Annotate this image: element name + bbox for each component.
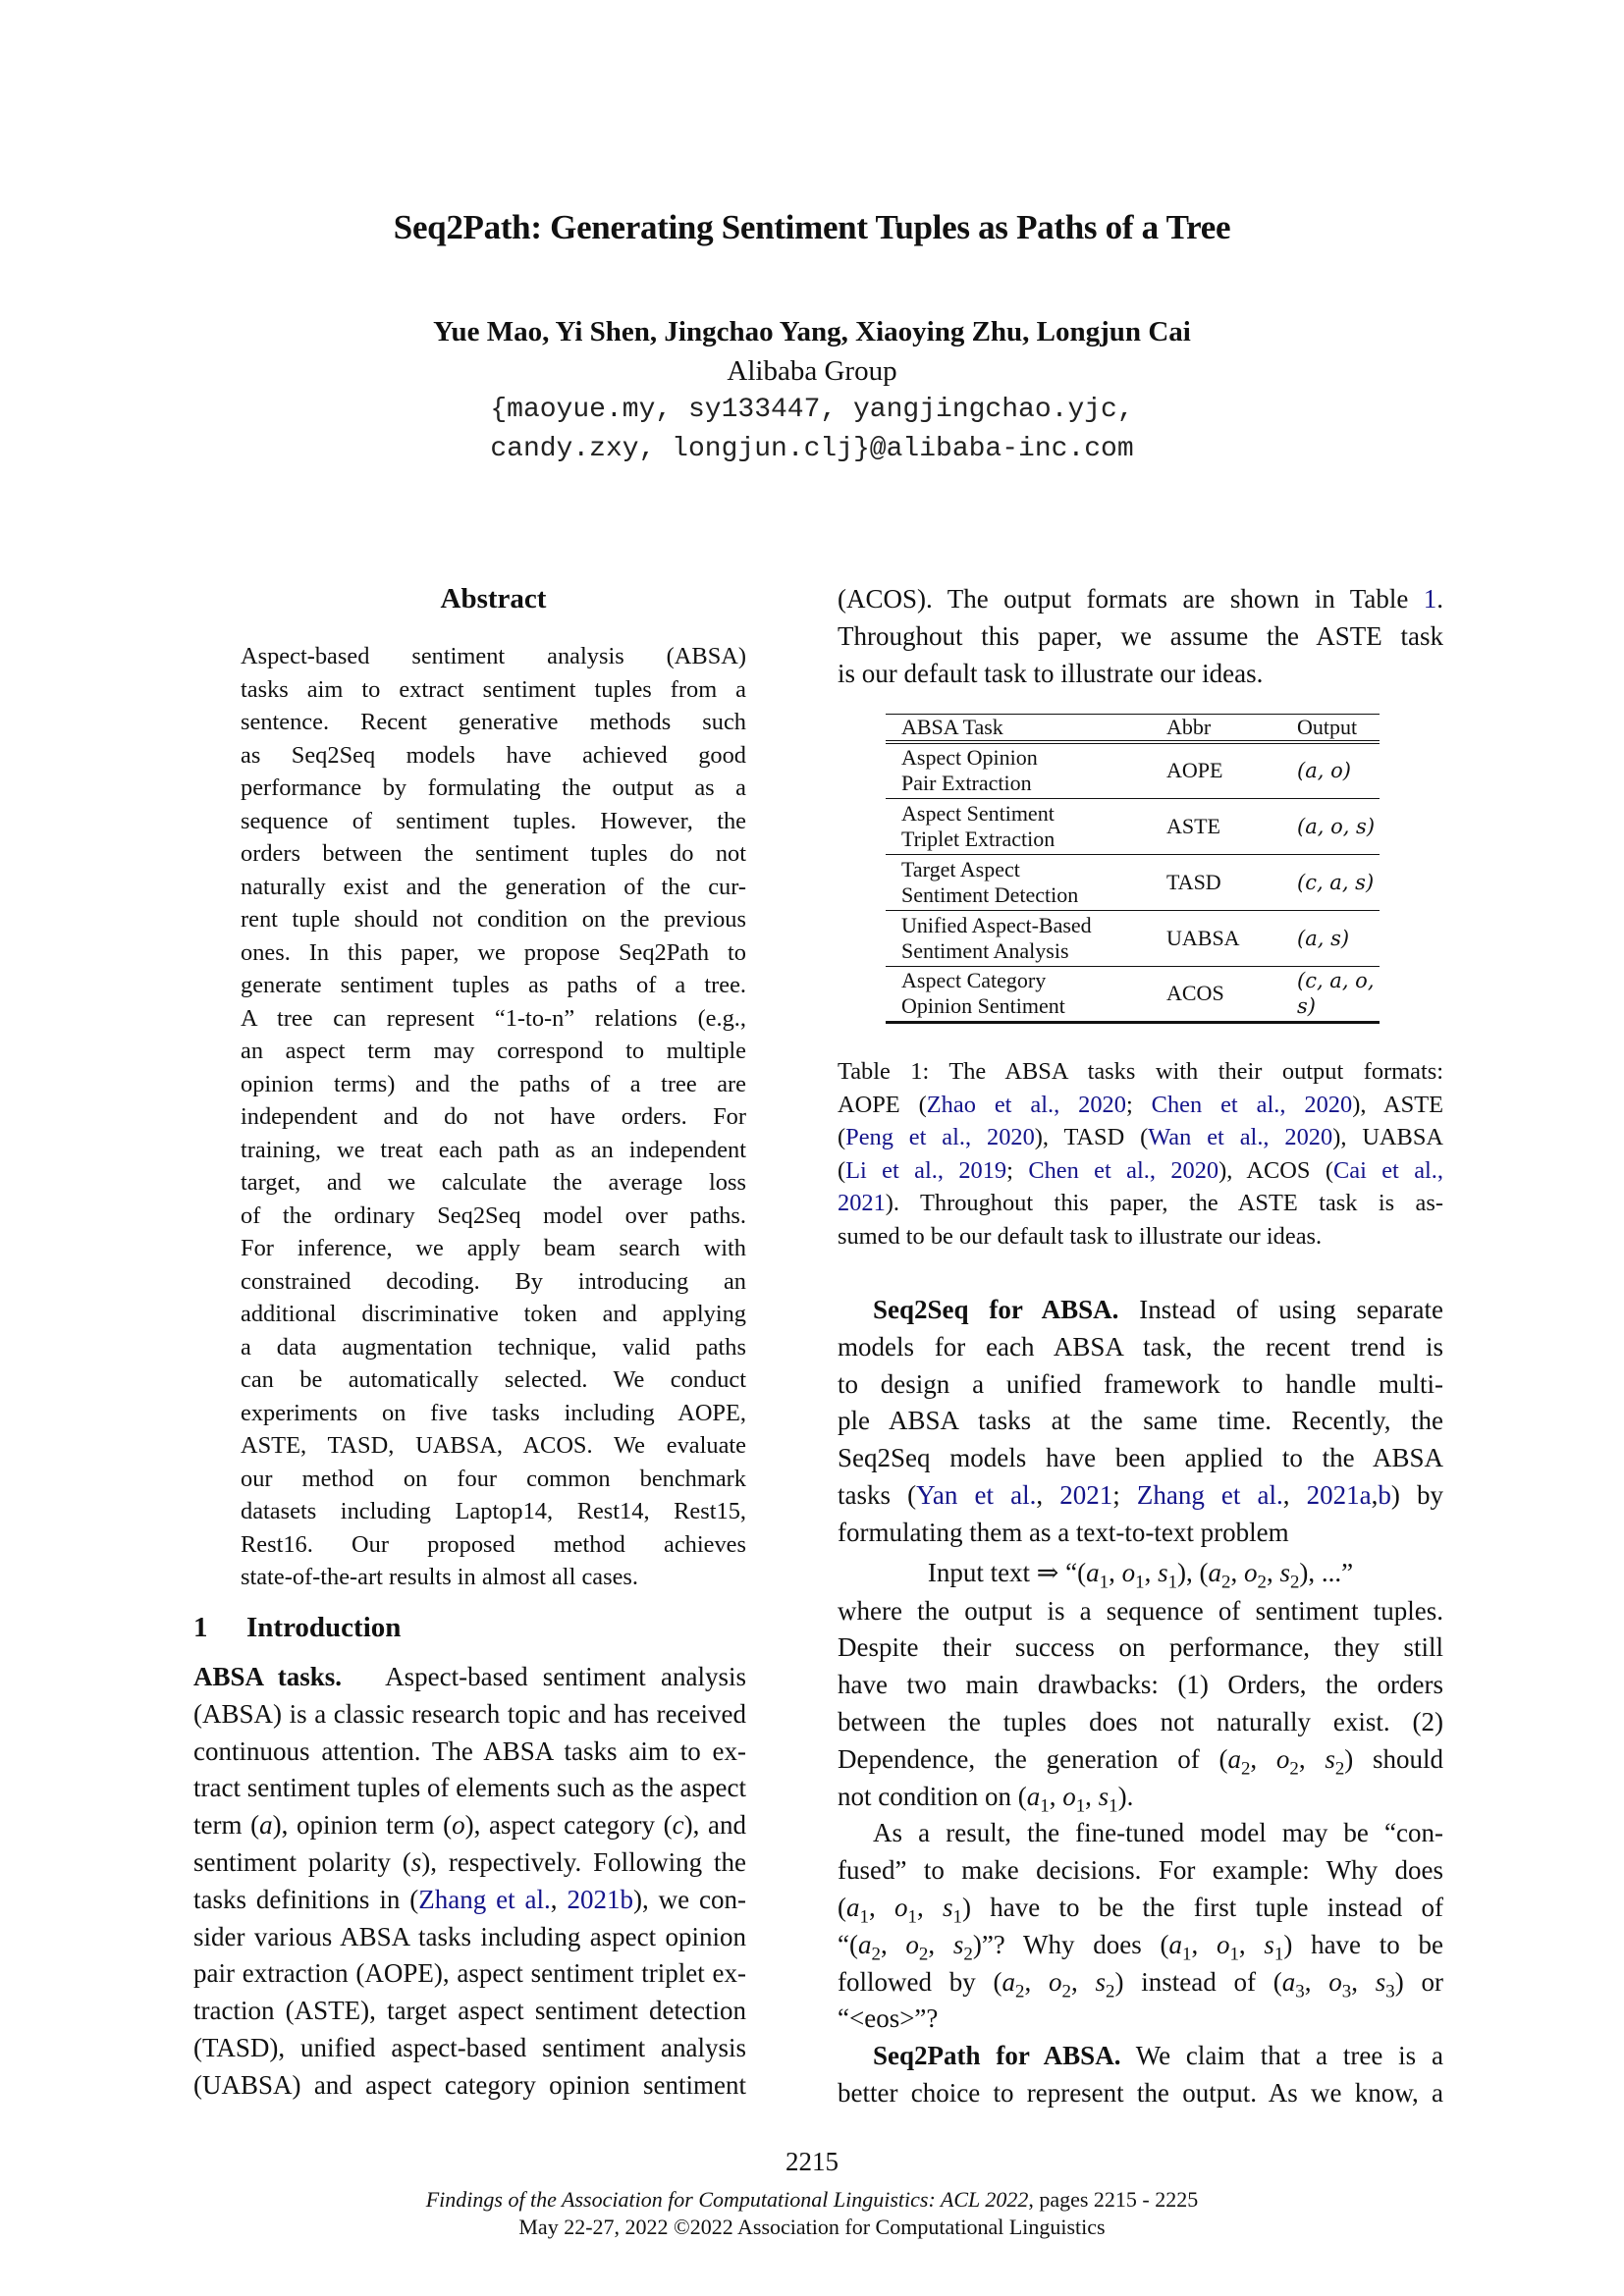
text-span: . (1126, 1781, 1134, 1811)
task-name-line: Opinion Sentiment (901, 993, 1065, 1018)
text-line: ones. In this paper, we propose Seq2Path to (241, 938, 746, 966)
text-line: opinion terms) and the paths of a tree are (241, 1070, 746, 1097)
text-span: Input text ⇒ “ (927, 1557, 1078, 1587)
math-var: c (672, 1810, 684, 1841)
citation-link[interactable]: 2021b (567, 1884, 633, 1914)
text-line: target, and we calculate the average loss (241, 1169, 746, 1196)
text-line: experiments on five tasks including AOPE, (241, 1399, 746, 1426)
math-var: a (259, 1810, 273, 1841)
math-tuple: ($a_2$, $o_2$, $s_2$) (993, 1966, 1124, 2002)
text-line: rent tuple should not condition on the previous (241, 906, 746, 933)
section-heading-introduction (193, 1612, 401, 1644)
page-range: , pages 2215 - 2225 (1028, 2187, 1199, 2212)
text-line: Despite their success on performance, they still (838, 1632, 1443, 1663)
abbr-cell: ACOS (1166, 981, 1224, 1005)
text-line: is our default task to illustrate our ideas. (838, 658, 1264, 688)
text-line (838, 1890, 1443, 1927)
text-span: ), ASTE (1352, 1091, 1444, 1118)
text-span: ), UABSA (1332, 1124, 1443, 1150)
citation-link[interactable]: Zhao et al., 2020 (926, 1091, 1126, 1118)
text-line (193, 1844, 746, 1882)
text-line: formulating them as a text-to-text problem (838, 1517, 1289, 1547)
text-line: state-of-the-art results in almost all cases. (241, 1564, 639, 1590)
citation-link[interactable]: b (1378, 1479, 1391, 1510)
paragraph-lead: ABSA tasks. (193, 1662, 343, 1691)
absa-task-table (886, 714, 1380, 1024)
text-line (838, 1779, 1443, 1816)
text-span: ), TASD ( (1034, 1124, 1149, 1150)
right-column-body (838, 1292, 1443, 2112)
text-span: , (1282, 1479, 1307, 1510)
abbr-cell: ASTE (1166, 813, 1220, 838)
paragraph-lead: Seq2Path for ABSA. (873, 2041, 1121, 2071)
text-line: sentence. Recent generative methods such (241, 709, 746, 735)
text-span: (ACOS). The output formats are shown in Table (838, 584, 1424, 614)
text-span: . (1436, 584, 1443, 614)
table-reference-link[interactable]: 1 (1423, 584, 1437, 614)
math-tuple: ($a_2$, $o_2$, $s_2$) (1218, 1743, 1354, 1780)
paragraph-lead: Seq2Seq for ABSA. (873, 1295, 1119, 1324)
math-var: o (452, 1810, 465, 1841)
task-name-line: Target Aspect (901, 856, 1020, 881)
text-line: Throughout this paper, we assume the ASTE task (838, 620, 1443, 651)
text-line: continuous attention. The ABSA tasks aim to ex- (193, 1735, 746, 1766)
math-tuple: ($a_1$, $o_1$, $s_1$) (1160, 1929, 1293, 1965)
citation-link[interactable]: 2021 (1059, 1479, 1113, 1510)
text-line (838, 1187, 1443, 1220)
text-line: have two main drawbacks: (1) Orders, the orders (838, 1670, 1443, 1700)
task-name-cell (886, 798, 1151, 854)
table-row (886, 966, 1380, 1022)
text-line: sequence of sentiment tuples. However, the (241, 807, 746, 834)
math-tuple: ($a_1$, $o_1$, $s_1$) (838, 1892, 971, 1928)
citation-link[interactable]: Wan et al., 2020 (1148, 1124, 1333, 1150)
intro-continuation (838, 581, 1443, 692)
venue-line (0, 2187, 1624, 2213)
text-line: tract sentiment tuples of elements such as the aspect (193, 1773, 746, 1803)
text-span: Instead of using separate (1118, 1295, 1443, 1324)
abbr-cell: AOPE (1166, 758, 1223, 783)
text-line: as Seq2Seq models have achieved good (241, 741, 746, 769)
task-name-cell (886, 742, 1151, 798)
text-line: an aspect term may correspond to multiple (241, 1038, 746, 1064)
output-cell: (c, a, o, s) (1297, 969, 1375, 1018)
email-line-1: {maoyue.my, sy133447, yangjingchao.yjc, (490, 395, 1134, 425)
text-span: not condition on (838, 1781, 1018, 1811)
text-span: ( (838, 1124, 846, 1150)
text-span: ), aspect category ( (464, 1810, 673, 1841)
text-line: datasets including Laptop14, Rest14, Rest15, (241, 1498, 746, 1524)
display-equation: Input text ⇒ “($a_1$, $o_1$, $s_1$), ($a_2$, $o_2$, $s_2$), ...” (927, 1557, 1354, 1592)
math-tuple: ($a_1$, $o_1$, $s_1$) (1017, 1781, 1127, 1816)
text-line: pair extraction (AOPE), aspect sentiment triplet ex- (193, 1958, 746, 1989)
text-span: ”? Why does (981, 1929, 1161, 1959)
table-row (886, 910, 1380, 966)
text-span: ; (1125, 1091, 1152, 1118)
text-line (838, 1154, 1443, 1188)
table-row (886, 798, 1380, 854)
column-header: ABSA Task (886, 715, 1151, 743)
text-line: “($a_2$, $o_2$, $s_2$)”? Why does ($a_1$, $o_1$, $s_1$) have to be (838, 1929, 1443, 1965)
citation-link[interactable]: Zhang et al. (1136, 1479, 1283, 1510)
text-line: performance by formulating the output as a (241, 774, 746, 801)
citation-link[interactable]: Li et al., 2019 (845, 1156, 1007, 1184)
task-name-cell (886, 910, 1151, 966)
column-header: Abbr (1151, 715, 1281, 743)
task-name-cell (886, 966, 1151, 1022)
text-line: traction (ASTE), target aspect sentiment detection (193, 1996, 746, 2026)
text-line (838, 1964, 1443, 2002)
text-span: , (1036, 1479, 1060, 1510)
task-name-line: Aspect Category (901, 968, 1047, 992)
text-line: sider various ABSA tasks including aspect opinion (193, 1921, 746, 1951)
text-line: fused” to make decisions. For example: Why does (838, 1855, 1443, 1886)
text-line (838, 1089, 1443, 1122)
text-span: or (1403, 1966, 1444, 1997)
task-name-line: Unified Aspect-Based (901, 912, 1092, 937)
task-name-line: Triplet Extraction (901, 826, 1056, 851)
abstract-body (241, 640, 746, 1594)
citation-link[interactable]: Cai et al., (1332, 1156, 1444, 1184)
text-span: ), opinion term ( (272, 1810, 453, 1841)
text-line: models for each ABSA task, the recent trend is (838, 1331, 1443, 1362)
text-span: , ...” (1308, 1557, 1354, 1587)
text-span: ; (1112, 1479, 1137, 1510)
table-header-row (886, 715, 1380, 743)
text-line: to design a unified framework to handle multi- (838, 1368, 1443, 1399)
copyright-line: May 22-27, 2022 ©2022 Association for Computational Linguistics (518, 2215, 1106, 2239)
text-span: ( (838, 1156, 846, 1184)
text-line (838, 1292, 1443, 1329)
text-line: constrained decoding. By introducing an (241, 1267, 746, 1295)
page-number: 2215 (785, 2147, 839, 2176)
text-line: generate sentiment tuples as paths of a tree. (241, 972, 746, 998)
abbr-cell: UABSA (1166, 925, 1240, 950)
affiliation: Alibaba Group (727, 355, 897, 387)
text-line: additional discriminative token and applying (241, 1301, 746, 1327)
text-span: , (550, 1884, 568, 1914)
math-tuple: ($a_3$, $o_3$, $s_3$) (1272, 1966, 1404, 2002)
text-span: ; (1006, 1156, 1029, 1184)
text-line (193, 1882, 746, 1919)
text-line (838, 1477, 1443, 1515)
text-span: Dependence, the generation of (838, 1743, 1219, 1774)
math-var: s (410, 1846, 422, 1877)
task-name-line: Sentiment Analysis (901, 937, 1069, 963)
text-line (838, 1121, 1443, 1154)
text-line: “<eos>”? (838, 2003, 939, 2034)
task-name-cell (886, 854, 1151, 910)
email-line-2: candy.zxy, longjun.clj}@alibaba-inc.com (490, 434, 1134, 464)
text-line: of the ordinary Seq2Seq model over paths. (241, 1201, 746, 1229)
text-span: instead of (1123, 1966, 1273, 1997)
text-span: ), we con- (632, 1884, 747, 1914)
text-span: tasks definitions in ( (193, 1884, 419, 1914)
table-1 (886, 714, 1380, 1024)
text-span: should (1353, 1743, 1444, 1774)
text-span: Aspect-based sentiment analysis (385, 1662, 746, 1691)
citation-link[interactable]: Chen et al., 2020 (1028, 1156, 1219, 1184)
text-line: better choice to represent the output. As we know, a (838, 2077, 1443, 2108)
text-line: sumed to be our default task to illustrate our ideas. (838, 1222, 1323, 1250)
text-line (838, 581, 1443, 618)
text-line: ASTE, TASD, UABSA, ACOS. We evaluate (241, 1432, 746, 1459)
task-name-line: Pair Extraction (901, 771, 1032, 796)
text-line: Table 1: The ABSA tasks with their output formats: (838, 1058, 1443, 1085)
text-line: (UABSA) and aspect category opinion sentiment (193, 2069, 746, 2100)
text-line (838, 1741, 1443, 1779)
text-span: have to be (1292, 1929, 1443, 1959)
text-line: independent and do not have orders. For (241, 1103, 746, 1130)
text-span: term ( (193, 1810, 260, 1841)
text-line: tasks aim to extract sentiment tuples from a (241, 675, 746, 703)
output-cell: (c, a, s) (1297, 870, 1375, 894)
math-tuple: ($a_2$, $o_2$, $s_2$) (1199, 1557, 1309, 1592)
text-line: Seq2Seq models have been applied to the ABSA (838, 1443, 1443, 1473)
abbr-cell: TASD (1166, 869, 1221, 894)
text-line: a data augmentation technique, valid paths (241, 1333, 746, 1361)
table-row (886, 854, 1380, 910)
text-line: (ABSA) is a classic research topic and has received (193, 1698, 746, 1729)
text-line: As a result, the fine-tuned model may be “con- (873, 1818, 1443, 1848)
math-tuple: ($a_1$, $o_1$, $s_1$) (1077, 1557, 1187, 1592)
column-header: Output (1281, 715, 1380, 743)
text-span: followed by (838, 1966, 994, 1997)
text-span: We claim that a tree is a (1120, 2041, 1443, 2071)
citation-link[interactable]: 2021 (838, 1190, 886, 1216)
text-line: For inference, we apply beam search with (241, 1235, 746, 1261)
text-span: ), ACOS ( (1218, 1156, 1333, 1184)
text-span: AOPE ( (838, 1091, 927, 1118)
task-name-line: Aspect Opinion (901, 745, 1038, 771)
text-line: (TASD), unified aspect-based sentiment analysis (193, 2032, 746, 2062)
math-tuple: ($a_2$, $o_2$, $s_2$) (848, 1929, 982, 1965)
text-span: tasks ( (838, 1479, 917, 1510)
text-line: our method on four common benchmark (241, 1465, 746, 1492)
text-span: ), respectively. Following the (421, 1846, 747, 1877)
text-line (193, 1807, 746, 1844)
output-cell: (a, o) (1297, 759, 1351, 783)
citation-link[interactable]: 2021a (1306, 1479, 1372, 1510)
citation-link[interactable]: Zhang et al. (418, 1884, 551, 1914)
paper-title: Seq2Path: Generating Sentiment Tuples as Paths of a Tree (393, 208, 1231, 246)
output-cell: (a, s) (1297, 926, 1350, 950)
text-line: Aspect-based sentiment analysis (ABSA) (241, 643, 746, 669)
section-number: 1 (193, 1612, 208, 1643)
table-caption (838, 1055, 1443, 1253)
text-span: sentiment polarity ( (193, 1846, 411, 1877)
text-line: Rest16. Our proposed method achieves (241, 1530, 746, 1558)
author-list: Yue Mao, Yi Shen, Jingchao Yang, Xiaoying Zhu, Longjun Cai (433, 316, 1191, 347)
text-line: between the tuples does not naturally exist. (2) (838, 1706, 1443, 1736)
citation-link[interactable]: Chen et al., 2020 (1151, 1091, 1353, 1118)
section-title: Introduction (246, 1612, 402, 1643)
text-line (838, 2038, 1443, 2075)
output-cell: (a, o, s) (1297, 814, 1376, 838)
table-row (886, 742, 1380, 798)
abstract-heading: Abstract (440, 583, 547, 614)
text-line: where the output is a sequence of sentiment tuples. (838, 1595, 1443, 1626)
introduction-body (193, 1659, 746, 2105)
text-line: naturally exist and the generation of the cur- (241, 873, 746, 900)
citation-link[interactable]: Yan et al. (916, 1479, 1037, 1510)
text-span: , (1371, 1479, 1379, 1510)
citation-link[interactable]: Peng et al., 2020 (845, 1124, 1035, 1150)
text-line: A tree can represent “1-to-n” relations (e.g., (241, 1004, 746, 1032)
text-line: can be automatically selected. We conduct (241, 1366, 746, 1393)
task-name-line: Aspect Sentiment (901, 800, 1055, 826)
text-line: training, we treat each path as an independent (241, 1136, 746, 1163)
text-span: ), and (683, 1810, 746, 1841)
venue-name: Findings of the Association for Computational Linguistics: ACL 2022 (425, 2187, 1029, 2212)
text-line (193, 1659, 746, 1696)
text-line: ple ABSA tasks at the same time. Recently, the (838, 1406, 1443, 1436)
text-span: ) by (1390, 1479, 1443, 1510)
task-name-line: Sentiment Detection (901, 881, 1079, 907)
text-line: orders between the sentiment tuples do not (241, 840, 746, 867)
text-span: ). Throughout this paper, the ASTE task is as- (885, 1190, 1443, 1216)
text-span: have to be the first tuple instead of (970, 1892, 1444, 1922)
